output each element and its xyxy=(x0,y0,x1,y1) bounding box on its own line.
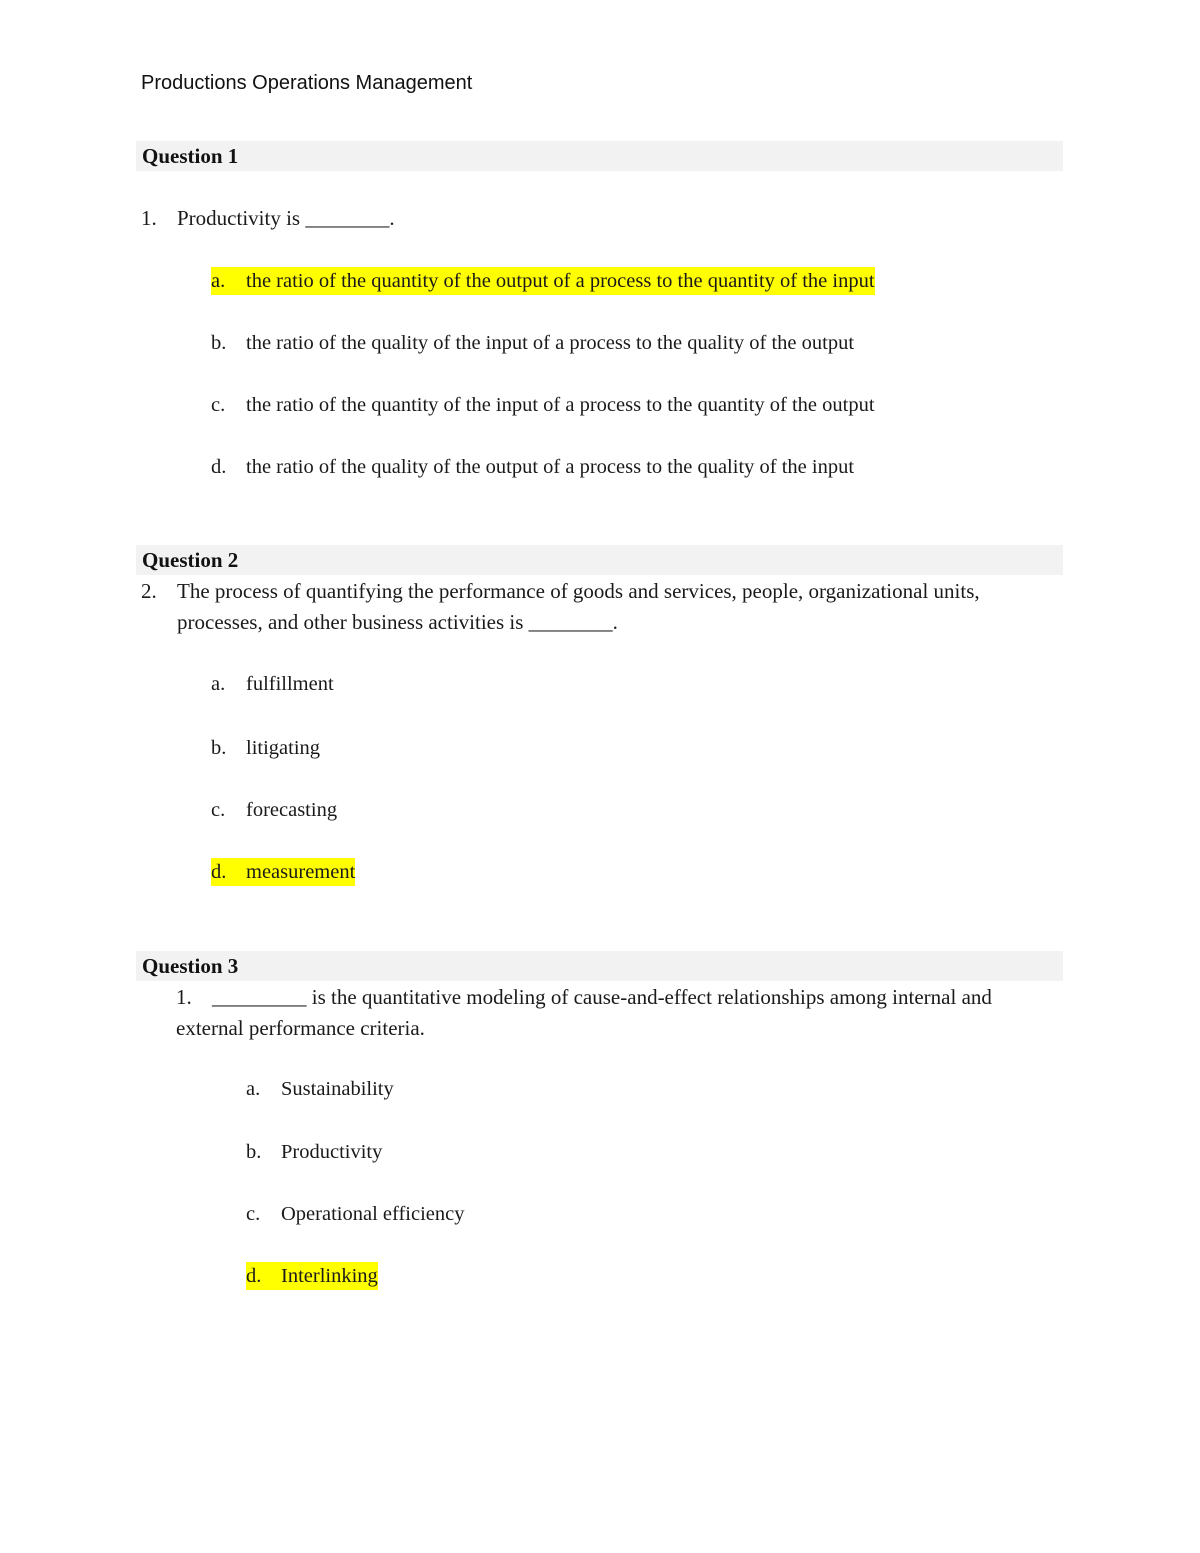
option-text: the ratio of the quality of the input of a process to the quality of the output xyxy=(246,332,855,354)
option-text: the ratio of the quantity of the output of a process to the quantity of the input xyxy=(246,270,875,292)
option-letter: c. xyxy=(211,394,226,416)
question-2-stem xyxy=(141,576,1031,638)
question-1-option-a xyxy=(211,267,875,295)
question-1-option-b xyxy=(211,329,854,357)
question-3-option-a xyxy=(246,1075,394,1103)
question-number: 1. xyxy=(176,985,192,1009)
question-2-header: Question 2 xyxy=(136,545,1063,575)
option-letter: c. xyxy=(211,799,226,821)
option-text: the ratio of the quantity of the input of a process to the quantity of the output xyxy=(246,394,875,416)
question-2-option-b xyxy=(211,734,320,762)
option-letter: a. xyxy=(211,673,226,695)
option-letter: c. xyxy=(246,1203,261,1225)
question-text: The process of quantifying the performance of goods and services, people, organizational units, processes, and other business activities is ________. xyxy=(177,579,980,634)
question-3-option-d xyxy=(246,1262,378,1290)
document-title: Productions Operations Management xyxy=(141,72,473,94)
question-2-option-c xyxy=(211,796,337,824)
option-letter: d. xyxy=(246,1265,262,1287)
question-2-option-a xyxy=(211,670,334,698)
question-2-option-d xyxy=(211,858,355,886)
option-letter: d. xyxy=(211,456,227,478)
option-text: Productivity xyxy=(281,1141,383,1163)
option-text: Operational efficiency xyxy=(281,1203,465,1225)
question-1-header: Question 1 xyxy=(136,141,1063,171)
option-text: litigating xyxy=(246,737,321,759)
option-letter: a. xyxy=(211,270,226,292)
option-letter: b. xyxy=(246,1141,262,1163)
question-3-stem xyxy=(176,982,1051,1044)
option-text: Sustainability xyxy=(281,1078,394,1100)
question-1-option-d xyxy=(211,453,854,481)
question-text: Productivity is ________. xyxy=(177,206,395,230)
option-text: the ratio of the quality of the output of a process to the quality of the input xyxy=(246,456,855,478)
question-3-option-b xyxy=(246,1138,382,1166)
question-1-stem xyxy=(141,203,1021,234)
option-text: Interlinking xyxy=(281,1265,378,1287)
option-letter: d. xyxy=(211,861,227,883)
option-letter: a. xyxy=(246,1078,261,1100)
question-1-option-c xyxy=(211,391,875,419)
option-letter: b. xyxy=(211,332,227,354)
question-text: _________ is the quantitative modeling of cause-and-effect relationships among internal and external performance criteria. xyxy=(176,985,992,1040)
question-3-header: Question 3 xyxy=(136,951,1063,981)
option-letter: b. xyxy=(211,737,227,759)
option-text: measurement xyxy=(246,861,356,883)
option-text: forecasting xyxy=(246,799,338,821)
question-number: 2. xyxy=(141,579,157,603)
question-number: 1. xyxy=(141,206,157,230)
option-text: fulfillment xyxy=(246,673,334,695)
question-3-option-c xyxy=(246,1200,464,1228)
